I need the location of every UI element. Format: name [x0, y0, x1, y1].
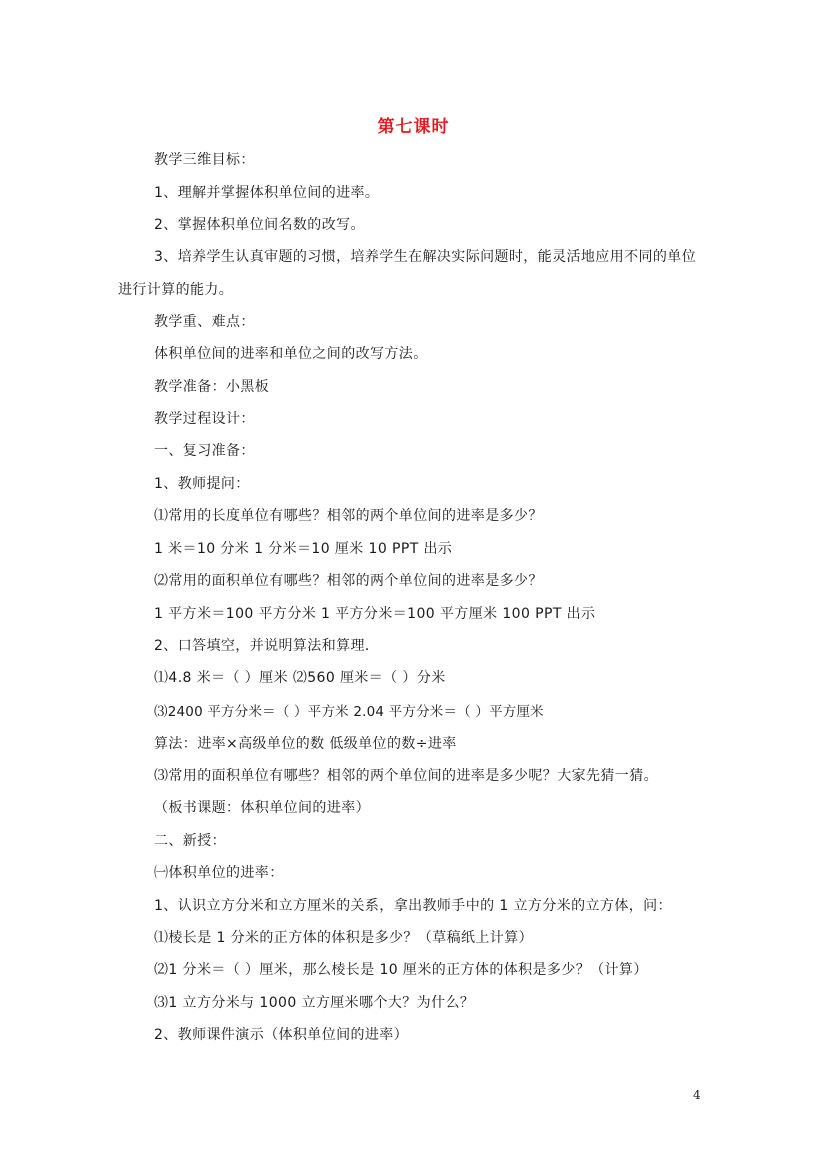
text-line: 教学过程设计： [154, 411, 255, 427]
text-line: 1 平方米＝100 平方分米 1 平方分米＝100 平方厘米 100 PPT 出示 [154, 606, 596, 622]
text-line: 2、口答填空，并说明算法和算理． [154, 638, 380, 654]
text-line: ⑶2400 平方分米＝（ ）平方米 2.04 平方分米＝（ ）平方厘米 [154, 704, 544, 720]
text-line: 1、认识立方分米和立方厘米的关系，拿出教师手中的 1 立方分米的立方体，问： [154, 898, 672, 914]
text-line: 2、掌握体积单位间名数的改写。 [154, 217, 365, 233]
text-line: 1 米＝10 分米 1 分米＝10 厘米 10 PPT 出示 [154, 541, 453, 557]
text-line: 教学准备：小黑板 [154, 379, 270, 395]
text-line: ㈠体积单位的进率： [154, 865, 284, 881]
text-line: ⑴常用的长度单位有哪些？相邻的两个单位间的进率是多少？ [154, 508, 543, 524]
text-line: 2、教师课件演示（体积单位间的进率） [154, 1027, 409, 1043]
text-line: 1、理解并掌握体积单位间的进率。 [154, 185, 380, 201]
text-line: ⑵1 分米＝（ ）厘米，那么棱长是 10 厘米的正方体的体积是多少？（计算） [154, 962, 648, 978]
text-line: ⑴棱长是 1 分米的正方体的体积是多少？（草稿纸上计算） [154, 930, 534, 946]
text-line: 进行计算的能力。 [118, 282, 234, 298]
text-line: ⑵常用的面积单位有哪些？相邻的两个单位间的进率是多少？ [154, 573, 543, 589]
page-title: 第七课时 [377, 117, 450, 137]
text-line: ⑶常用的面积单位有哪些？相邻的两个单位间的进率是多少呢？大家先猜一猜。 [154, 768, 658, 784]
page-number: 4 [693, 1088, 701, 1102]
text-line: ⑴4.8 米＝（ ）厘米 ⑵560 厘米＝（ ）分米 [154, 670, 446, 686]
text-line: 体积单位间的进率和单位之间的改写方法。 [154, 346, 428, 362]
text-line: （板书课题：体积单位间的进率） [154, 800, 370, 816]
text-line: 1、教师提问： [154, 476, 250, 492]
text-line: 教学三维目标： [154, 152, 255, 168]
text-line: ⑶1 立方分米与 1000 立方厘米哪个大？为什么？ [154, 995, 475, 1011]
text-line: 一、复习准备： [154, 443, 255, 459]
text-line: 3、培养学生认真审题的习惯，培养学生在解决实际问题时，能灵活地应用不同的单位 [154, 249, 697, 265]
text-line: 二、新授： [154, 833, 226, 849]
text-line: 教学重、难点： [154, 314, 255, 330]
text-line: 算法：进率×高级单位的数 低级单位的数÷进率 [154, 736, 457, 752]
